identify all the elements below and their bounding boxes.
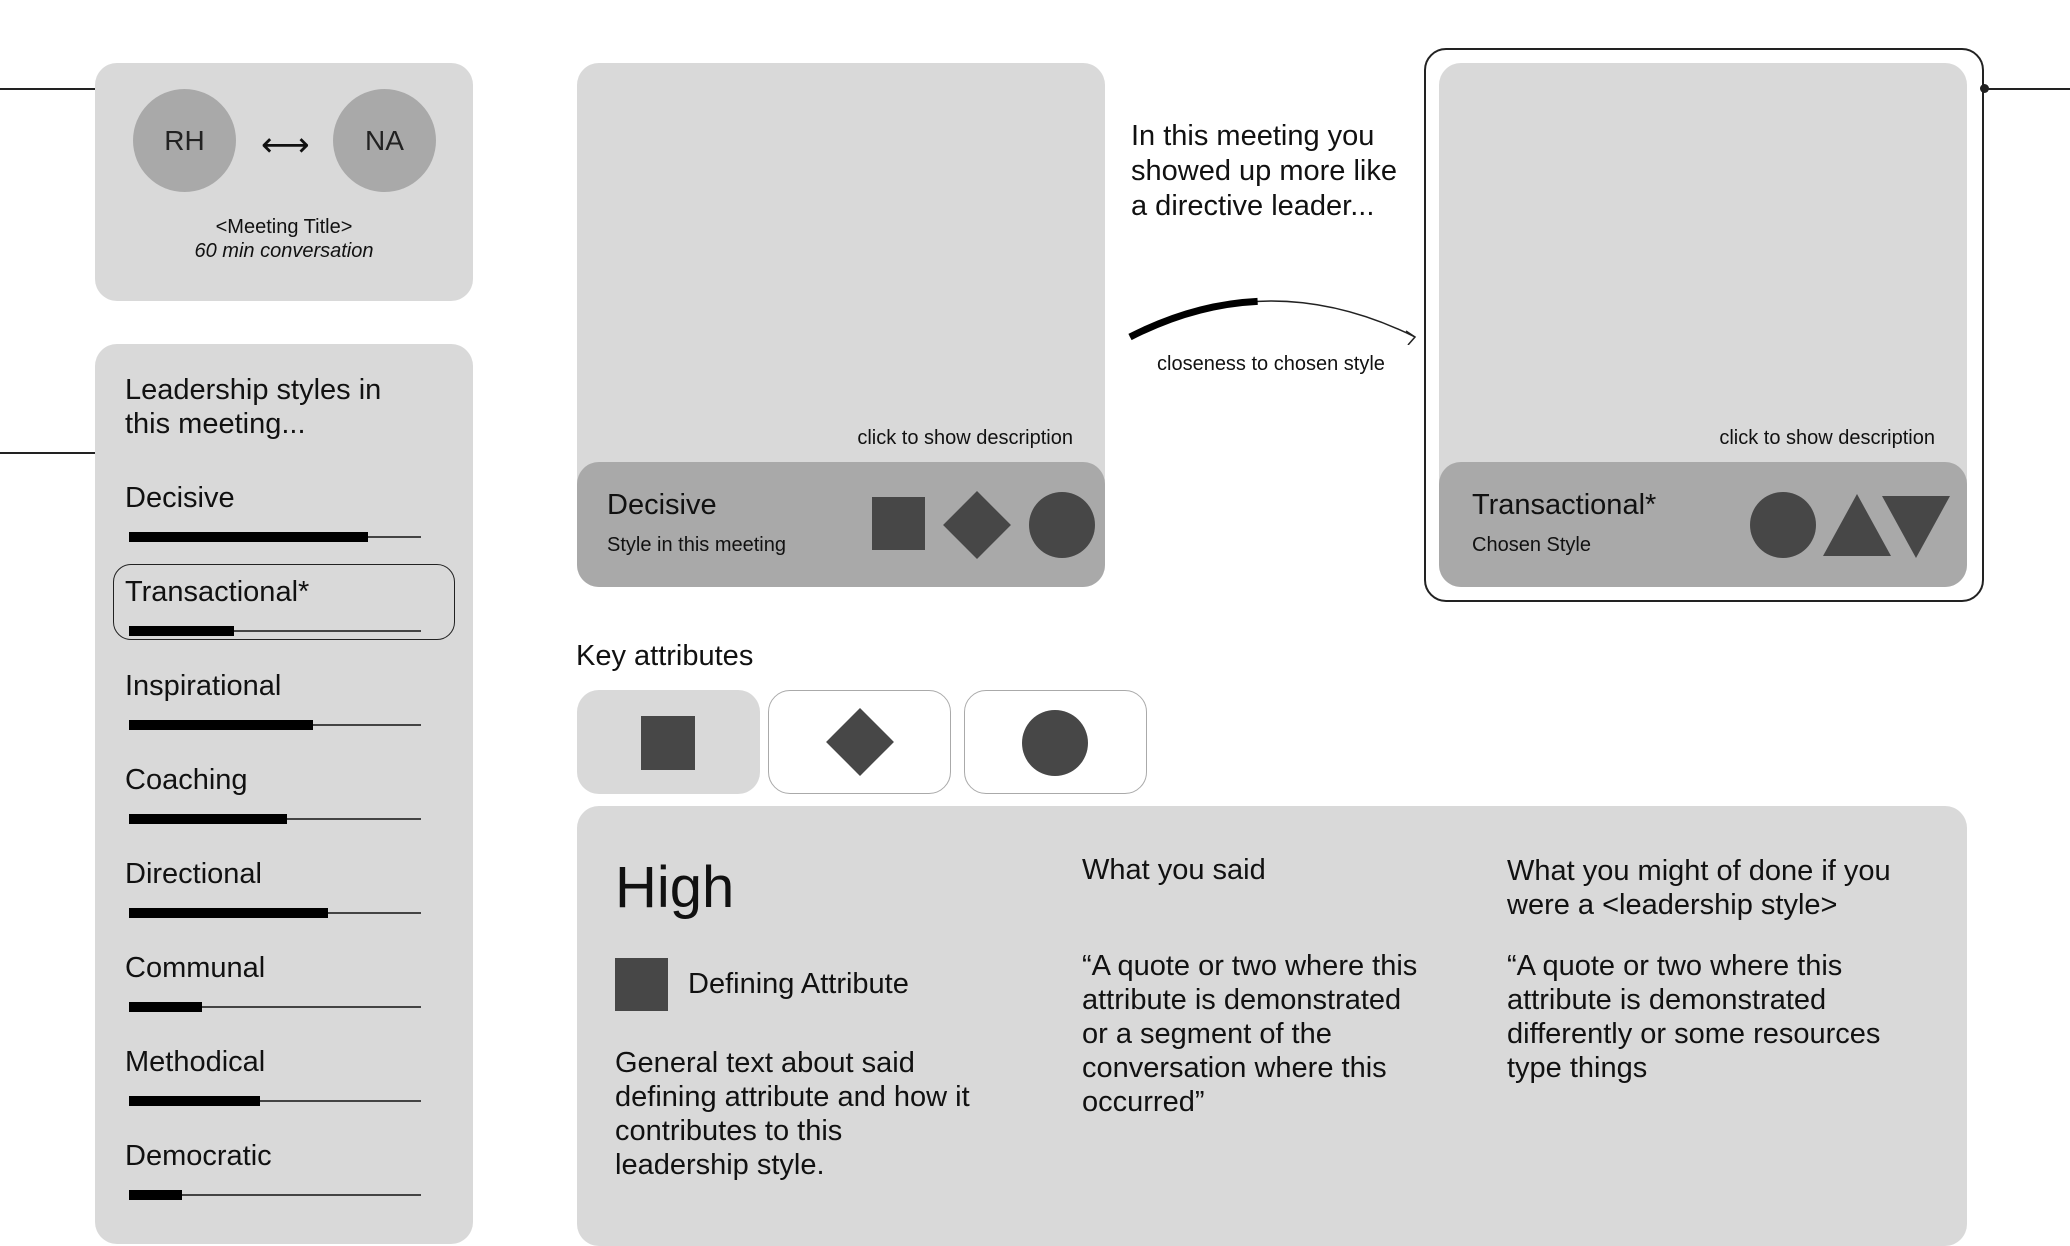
- style-label: Directional: [125, 858, 262, 890]
- style-level-bar: [129, 626, 234, 636]
- attribute-tab-diamond[interactable]: [768, 690, 951, 794]
- click-hint[interactable]: click to show description: [1719, 427, 1935, 449]
- style-level-bar: [129, 1096, 260, 1106]
- style-level-bar: [129, 814, 287, 824]
- sidebar-heading: this meeting...: [125, 408, 306, 440]
- what-you-said-heading: What you said: [1082, 854, 1266, 886]
- square-icon: [641, 716, 695, 770]
- click-hint[interactable]: click to show description: [857, 427, 1073, 449]
- sidebar-heading: Leadership styles in: [125, 374, 382, 406]
- style-label: Democratic: [125, 1140, 272, 1172]
- closeness-gauge: [1120, 285, 1420, 345]
- style-level-bar: [129, 720, 313, 730]
- comparison-text: In this meeting you: [1131, 120, 1375, 152]
- square-icon: [615, 958, 668, 1011]
- diamond-icon: [826, 708, 894, 776]
- attribute-tab-square[interactable]: [577, 690, 760, 794]
- avatar[interactable]: RH: [133, 89, 236, 192]
- bidirectional-arrow-icon: ⟷: [261, 126, 310, 164]
- style-subtitle: Chosen Style: [1472, 534, 1591, 556]
- style-level-bar: [129, 908, 328, 918]
- style-level-bar: [129, 532, 368, 542]
- square-icon: [872, 497, 925, 550]
- style-level-bar: [129, 1190, 182, 1200]
- style-label: Communal: [125, 952, 266, 984]
- attribute-tab-circle[interactable]: [964, 690, 1147, 794]
- meeting-duration: 60 min conversation: [194, 240, 374, 262]
- style-label: Transactional*: [125, 576, 310, 608]
- comparison-text: showed up more like: [1131, 155, 1397, 187]
- key-attributes-heading: Key attributes: [576, 640, 754, 672]
- style-label: Decisive: [125, 482, 235, 514]
- card-footer: [577, 462, 1105, 587]
- attribute-level: High: [615, 855, 735, 920]
- triangle-down-icon: [1880, 494, 1952, 560]
- closeness-label: closeness to chosen style: [1157, 353, 1385, 375]
- attribute-name: Defining Attribute: [688, 968, 909, 1000]
- style-name: Transactional*: [1472, 489, 1657, 521]
- circle-icon: [1750, 492, 1816, 558]
- avatar[interactable]: NA: [333, 89, 436, 192]
- current-style-card[interactable]: [577, 63, 1105, 587]
- style-level-bar: [129, 1002, 202, 1012]
- style-name: Decisive: [607, 489, 717, 521]
- circle-icon: [1029, 492, 1095, 558]
- circle-icon: [1022, 710, 1088, 776]
- style-label: Coaching: [125, 764, 248, 796]
- style-label: Inspirational: [125, 670, 282, 702]
- comparison-text: a directive leader...: [1131, 190, 1375, 222]
- attribute-detail-panel: [577, 806, 1967, 1246]
- what-you-might-have-done-heading: What you might of done if you were a <leadership style>: [1507, 855, 1891, 921]
- chosen-style-card[interactable]: [1439, 63, 1967, 587]
- what-you-said-quote: “A quote or two where this attribute is demonstrated or a segment of the conversation where this occurred”: [1082, 950, 1418, 1118]
- what-you-might-have-done-quote: “A quote or two where this attribute is demonstrated differently or some resources type things: [1507, 950, 1881, 1084]
- attribute-general-text: General text about said defining attribute and how it contributes to this leadership style.: [615, 1047, 970, 1181]
- card-footer: [1439, 462, 1967, 587]
- meeting-panel: [95, 63, 473, 301]
- style-subtitle: Style in this meeting: [607, 534, 786, 556]
- right-connector: [1985, 88, 2070, 90]
- diamond-icon: [943, 491, 1011, 559]
- meeting-title: <Meeting Title>: [215, 216, 353, 238]
- style-label: Methodical: [125, 1046, 266, 1078]
